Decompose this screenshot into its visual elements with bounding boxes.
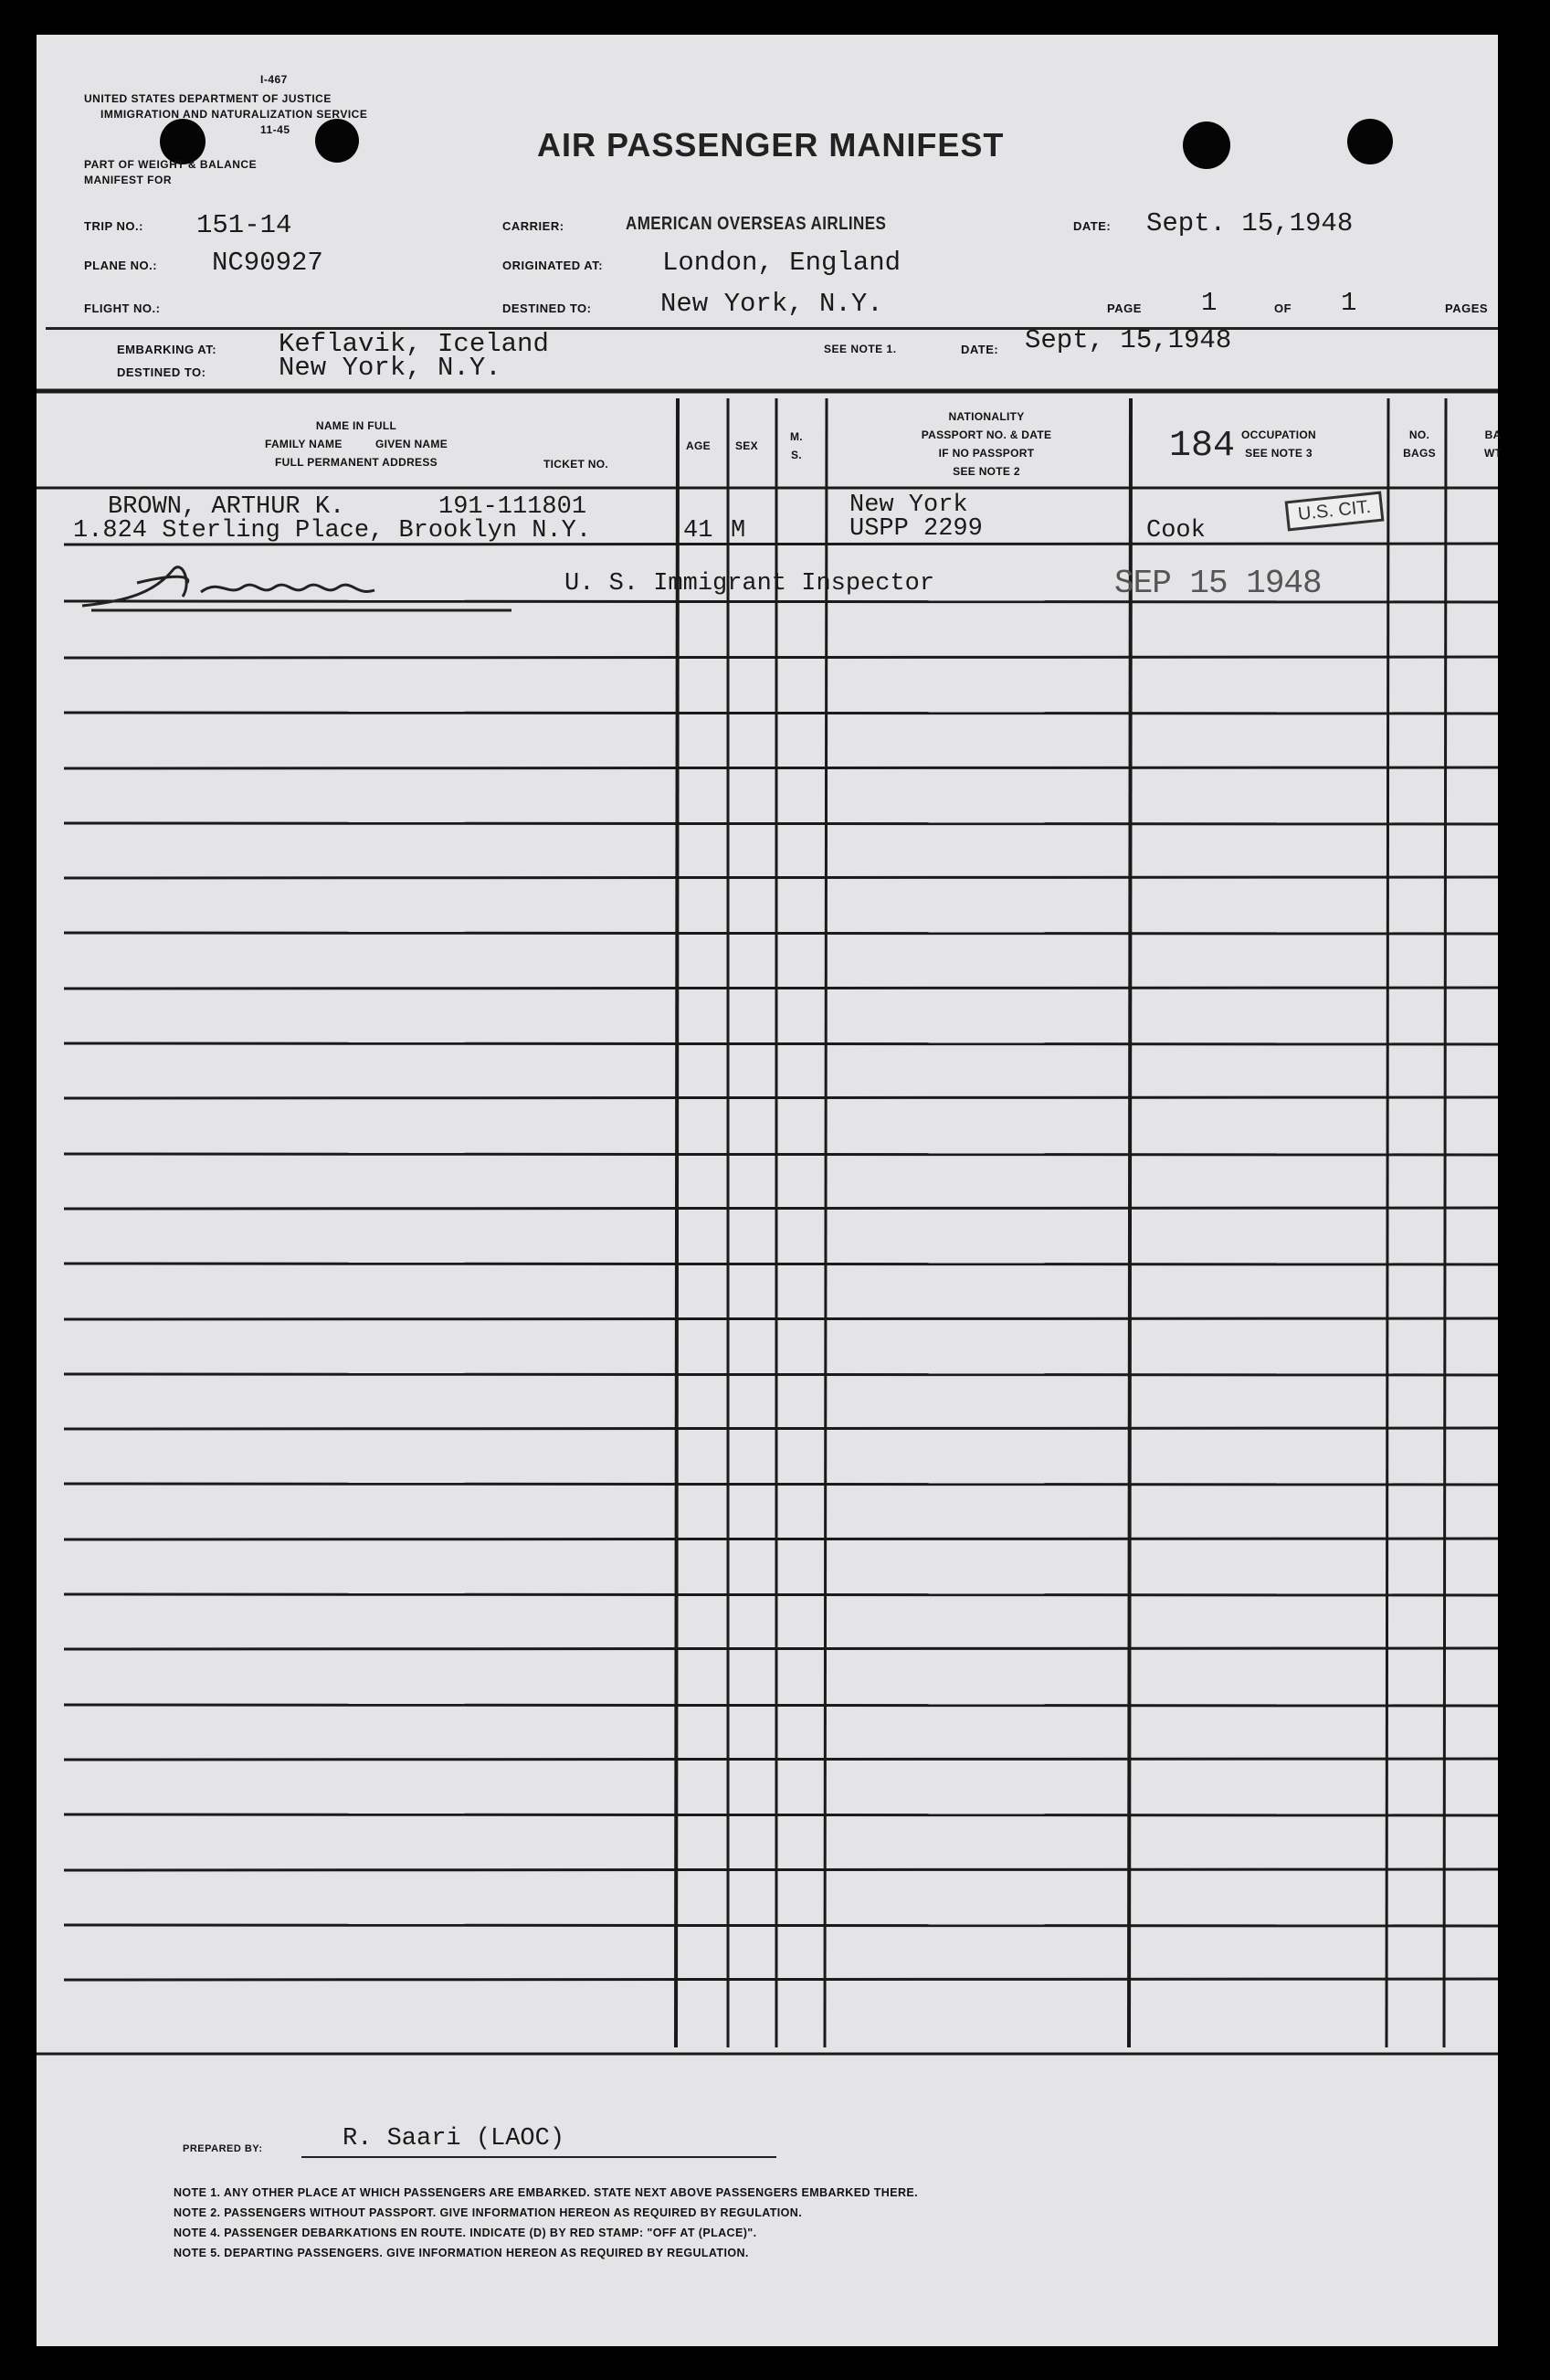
row-rule bbox=[64, 1869, 1498, 1870]
col-weight-header: BA WT bbox=[1484, 428, 1503, 460]
originated-value: London, England bbox=[662, 248, 902, 278]
row-rule bbox=[64, 1594, 1498, 1595]
note-5: NOTE 5. DEPARTING PASSENGERS. GIVE INFORMATION HEREON AS REQUIRED BY REGULATION. bbox=[174, 2247, 749, 2259]
form-number: I-467 bbox=[260, 73, 288, 86]
passenger-age: 41 bbox=[683, 517, 713, 545]
date-value: Sept. 15,1948 bbox=[1146, 208, 1354, 238]
of-value: 1 bbox=[1341, 288, 1357, 318]
col-occupation-header: OCCUPATION SEE NOTE 3 bbox=[1241, 428, 1316, 460]
passenger-occupation: Cook bbox=[1146, 517, 1206, 545]
row-rule bbox=[64, 823, 1498, 824]
embarking-label: EMBARKING AT: bbox=[117, 343, 217, 356]
plane-value: NC90927 bbox=[212, 248, 323, 278]
occupation-number: 184 bbox=[1169, 426, 1236, 467]
weight-balance-line-1: PART OF WEIGHT & BALANCE bbox=[84, 158, 258, 171]
row-rule bbox=[64, 767, 1498, 768]
plane-label: PLANE NO.: bbox=[84, 259, 158, 272]
col-nationality-header: NATIONALITY PASSPORT NO. & DATE IF NO PASSPORT SEE NOTE 2 bbox=[921, 410, 1052, 478]
col-age-header: AGE bbox=[686, 439, 711, 452]
citizen-stamp: U.S. CIT. bbox=[1285, 492, 1385, 532]
row-rule bbox=[64, 1043, 1498, 1044]
date2-label: DATE: bbox=[961, 343, 999, 356]
note-4: NOTE 4. PASSENGER DEBARKATIONS EN ROUTE. INDICATE (D) BY RED STAMP: "OFF AT (PLACE)". bbox=[174, 2227, 757, 2239]
embarking-value: Keflavik, Iceland bbox=[279, 329, 549, 359]
col-ticket-header: TICKET NO. bbox=[543, 458, 608, 471]
row-rule bbox=[64, 1428, 1498, 1429]
see-note-label: SEE NOTE 1. bbox=[824, 343, 897, 355]
row-rule bbox=[64, 933, 1498, 934]
row-rule bbox=[64, 1374, 1498, 1375]
row-rule bbox=[64, 988, 1498, 989]
trip-label: TRIP NO.: bbox=[84, 219, 143, 233]
destined-label: DESTINED TO: bbox=[502, 301, 592, 315]
passenger-sex: M bbox=[731, 517, 746, 545]
manifest-sheet bbox=[37, 35, 1503, 2346]
form-code: 11-45 bbox=[260, 123, 290, 136]
dept-name: UNITED STATES DEPARTMENT OF JUSTICE bbox=[84, 92, 332, 105]
note-1: NOTE 1. ANY OTHER PLACE AT WHICH PASSENGERS ARE EMBARKED. STATE NEXT ABOVE PASSENGERS EMBARKED THERE. bbox=[174, 2186, 919, 2199]
row-rule bbox=[64, 657, 1498, 658]
page-value: 1 bbox=[1201, 288, 1218, 318]
carrier-value: AMERICAN OVERSEAS AIRLINES bbox=[626, 214, 887, 234]
manifest-grid bbox=[37, 35, 1498, 2136]
trip-value: 151-14 bbox=[196, 210, 292, 240]
destined-value: New York, N.Y. bbox=[660, 289, 883, 319]
weight-balance-line-2: MANIFEST FOR bbox=[84, 174, 172, 186]
passenger-address: 1.824 Sterling Place, Brooklyn N.Y. bbox=[73, 517, 592, 545]
passenger-passport: USPP 2299 bbox=[849, 515, 983, 543]
col-sex-header: SEX bbox=[735, 439, 758, 452]
destined2-value: New York, N.Y. bbox=[279, 353, 501, 383]
originated-label: ORIGINATED AT: bbox=[502, 259, 604, 272]
destined2-label: DESTINED TO: bbox=[117, 365, 206, 379]
row-rule bbox=[64, 1484, 1498, 1485]
notes bbox=[174, 2186, 918, 2267]
row-rule bbox=[64, 1759, 1498, 1760]
flight-label: FLIGHT NO.: bbox=[84, 301, 161, 315]
row-rule bbox=[64, 1925, 1498, 1926]
date2-value: Sept, 15,1948 bbox=[1025, 325, 1232, 355]
date-label: DATE: bbox=[1073, 219, 1112, 233]
inspector-signature bbox=[73, 555, 548, 619]
note-2: NOTE 2. PASSENGERS WITHOUT PASSPORT. GIVE INFORMATION HEREON AS REQUIRED BY REGULATION. bbox=[174, 2206, 803, 2219]
row-rule bbox=[64, 1705, 1498, 1706]
inspector-title: U. S. Immigrant Inspector bbox=[564, 570, 935, 598]
of-label: OF bbox=[1274, 301, 1292, 315]
row-rule bbox=[64, 713, 1498, 714]
pages-label: PAGES bbox=[1445, 301, 1489, 315]
page-title: AIR PASSENGER MANIFEST bbox=[537, 126, 1005, 164]
row-rule bbox=[64, 1154, 1498, 1155]
prepared-underline bbox=[301, 2156, 776, 2158]
service-name: IMMIGRATION AND NATURALIZATION SERVICE bbox=[100, 108, 368, 121]
row-rule bbox=[64, 1979, 1498, 1980]
page-label: PAGE bbox=[1107, 301, 1142, 315]
carrier-label: CARRIER: bbox=[502, 219, 564, 233]
passenger-name: BROWN, ARTHUR K. bbox=[108, 493, 345, 521]
inspection-date-stamp: SEP 15 1948 bbox=[1114, 565, 1322, 602]
row-rule bbox=[64, 1648, 1498, 1649]
row-rule bbox=[64, 1814, 1498, 1815]
row-rule bbox=[64, 1097, 1498, 1098]
col-bags-header: NO. BAGS bbox=[1403, 428, 1436, 460]
col-name-header: NAME IN FULL FAMILY NAME GIVEN NAME FULL PERMANENT ADDRESS bbox=[265, 419, 448, 469]
row-rule bbox=[64, 1208, 1498, 1209]
passenger-nationality: New York bbox=[849, 492, 968, 519]
row-rule bbox=[64, 1318, 1498, 1319]
prepared-label: PREPARED BY: bbox=[183, 2143, 263, 2154]
row-rule bbox=[64, 877, 1498, 878]
col-ms-header: M. S. bbox=[790, 430, 803, 461]
prepared-value: R. Saari (LAOC) bbox=[343, 2125, 565, 2153]
passenger-ticket: 191-111801 bbox=[438, 493, 587, 521]
